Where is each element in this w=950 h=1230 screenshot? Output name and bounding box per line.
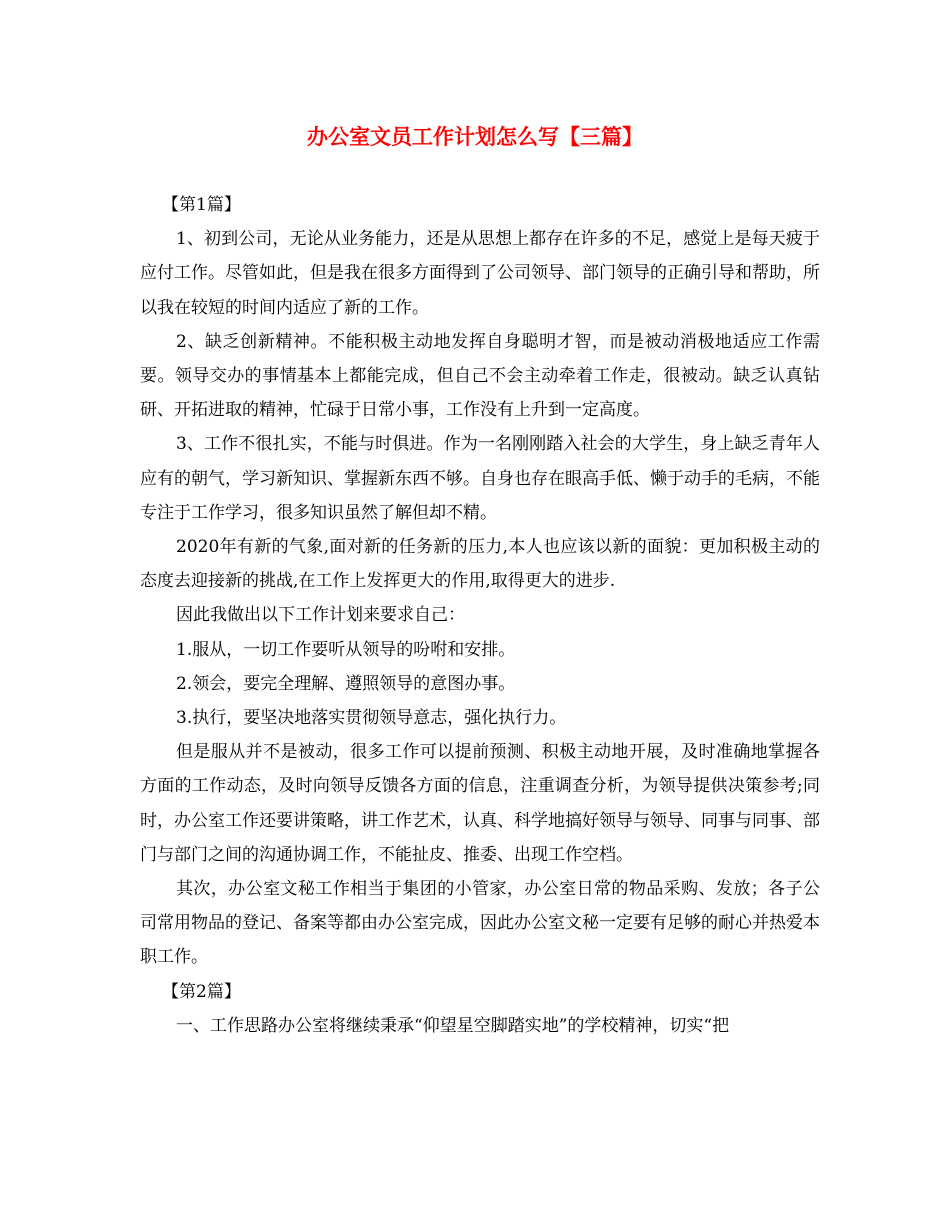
paragraph: 其次，办公室文秘工作相当于集团的小管家，办公室日常的物品采购、发放；各子公司常用物品的登记、备案等都由办公室完成，因此办公室文秘一定要有足够的耐心并热爱本职工作。 bbox=[140, 879, 820, 968]
paragraph: 因此我做出以下工作计划来要求自己： bbox=[176, 605, 465, 626]
paragraph: 但是服从并不是被动，很多工作可以提前预测、积极主动地开展，及时准确地掌握各方面的工作动态，及时向领导反馈各方面的信息，注重调查分析，为领导提供决策参考;同时，办公室工作还要讲策略，讲工作艺术，认真、科学地搞好领导与领导、同事与同事、部门与部门之间的沟通协调工作，不能扯皮、推委、出现工作空档。 bbox=[140, 742, 820, 865]
list-item: 2.领会，要完全理解、遵照领导的意图办事。 bbox=[176, 673, 516, 694]
paragraph: 2、缺乏创新精神。不能积极主动地发挥自身聪明才智，而是被动消极地适应工作需要。领导交办的事情基本上都能完成，但自己不会主动牵着工作走，很被动。缺乏认真钻研、开拓进取的精神，忙碌于日常小事，工作没有上升到一定高度。 bbox=[140, 331, 820, 421]
paragraph: 一、工作思路办公室将继续秉承“仰望星空脚踏实地”的学校精神，切实“把 bbox=[176, 1015, 730, 1036]
section-heading-1: 【第1篇】 bbox=[162, 195, 241, 215]
paragraph: 3、工作不很扎实，不能与时俱进。作为一名刚刚踏入社会的大学生，身上缺乏青年人应有的朝气，学习新知识、掌握新东西不够。自身也存在眼高手低、懒于动手的毛病，不能专注于工作学习，很多知识虽然了解但却不精。 bbox=[140, 434, 820, 523]
document-title: 办公室文员工作计划怎么写【三篇】 bbox=[307, 124, 643, 149]
list-item: 3.执行，要坚决地落实贯彻领导意志，强化执行力。 bbox=[176, 708, 567, 729]
paragraph: 1、初到公司，无论从业务能力，还是从思想上都存在许多的不足，感觉上是每天疲于应付工作。尽管如此，但是我在很多方面得到了公司领导、部门领导的正确引导和帮助，所以我在较短的时间内适应了新的工作。 bbox=[140, 229, 820, 318]
section-heading-2: 【第2篇】 bbox=[162, 981, 241, 1002]
document-body bbox=[140, 188, 820, 1043]
paragraph: 2020年有新的气象,面对新的任务新的压力,本人也应该以新的面貌：更加积极主动的态度去迎接新的挑战,在工作上发挥更大的作用,取得更大的进步. bbox=[140, 537, 820, 592]
list-item: 1.服从，一切工作要听从领导的吩咐和安排。 bbox=[176, 639, 516, 660]
